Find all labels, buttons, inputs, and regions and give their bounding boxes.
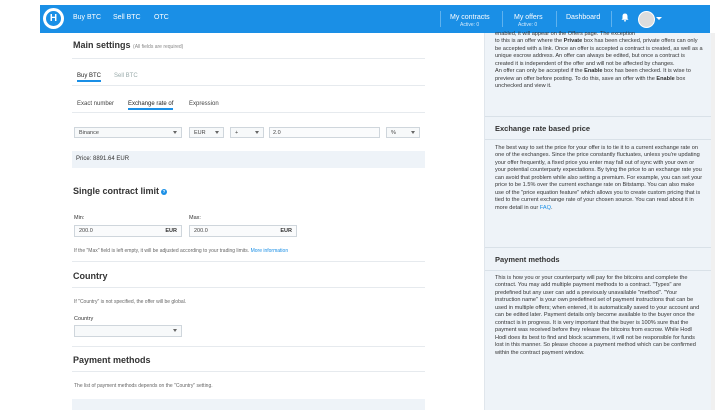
min-currency-suffix: EUR — [165, 228, 177, 234]
offer-form — [40, 33, 480, 410]
payment-methods-title: Payment methods — [73, 355, 151, 365]
help-text: to this is an offer where the Private box has been checked, private offers can only be accepted with a link. Once an offer is accepted a contract is created, as well as a unique escrow address. An offer can always be edited, but once a contract is created it is independent of the offer and will not be affected by changes. — [495, 38, 703, 67]
divider — [72, 371, 425, 372]
price-preview — [72, 151, 425, 168]
chevron-down-icon — [215, 131, 219, 134]
min-amount-input[interactable] — [74, 225, 182, 237]
help-text: The best way to set the price for your offer is to tie it to a current exchange rate on one of the exchanges. Since the price constantly fluctuates, unless you're updating your offer frequently, a fixed price you enter may fall out of sync with your own or your potential counterparty expectations. By tying the price to an exchange rate you can avoid that problem while also setting a premium. For example, you can set your price to be 1.5% over the current exchange rate on Bitstamp. You can also make use of the "price equation feature" which allows you to create custom pricing that is tied to the current exchange rate of your chosen source. You can read about it in more detail in our FAQ. — [495, 145, 703, 211]
bell-icon[interactable] — [621, 13, 629, 22]
chevron-down-icon — [173, 329, 177, 332]
scrollbar[interactable] — [711, 33, 715, 410]
rate-amount-value: 2.0 — [273, 130, 281, 136]
help-text: An offer can only be accepted if the Enable box has been checked. It is wise to preview an offer before posting. To do this, save an offer with the Enable box unchecked and view it. — [495, 68, 691, 90]
divider — [72, 287, 425, 288]
nav-divider — [502, 11, 503, 27]
help-icon[interactable]: ? — [162, 189, 166, 194]
rate-amount-input[interactable] — [269, 127, 380, 138]
unit-value: % — [391, 130, 396, 136]
country-note: If "Country" is not specified, the offer will be global. — [74, 299, 187, 305]
max-currency-suffix: EUR — [280, 228, 292, 234]
help-sidebar — [484, 33, 711, 410]
payment-methods-help-title: Payment methods — [495, 255, 560, 264]
exchange-rate-help-title: Exchange rate based price — [495, 124, 591, 133]
operator-value: + — [235, 130, 239, 136]
nav-sell-btc[interactable]: Sell BTC — [113, 14, 141, 21]
divider — [72, 346, 425, 347]
help-text: enabled, it will appear on the Offers page. The exception — [495, 31, 636, 37]
chevron-down-icon — [173, 131, 177, 134]
nav-buy-btc[interactable]: Buy BTC — [73, 14, 102, 21]
divider — [485, 270, 711, 271]
chevron-down-icon — [411, 131, 415, 134]
exchange-select[interactable] — [74, 127, 182, 138]
tab-expression[interactable]: Expression — [189, 101, 219, 107]
offer-visibility-help — [495, 31, 703, 91]
nav-divider — [440, 11, 441, 27]
unit-select[interactable] — [386, 127, 420, 138]
limit-note: If the "Max" field is left empty, it will be adjusted according to your trading limits. More information — [74, 248, 289, 254]
operator-select[interactable] — [230, 127, 264, 138]
tab-sell-btc[interactable]: Sell BTC — [114, 73, 138, 79]
nav-my-offers[interactable]: My offers — [514, 14, 543, 21]
country-select[interactable] — [74, 325, 182, 337]
chevron-down-icon[interactable] — [656, 17, 662, 20]
max-amount-input[interactable] — [189, 225, 297, 237]
payment-methods-panel — [72, 399, 425, 410]
main-settings-title: Main settings (All fields are required) — [73, 40, 184, 50]
divider — [72, 85, 425, 86]
user-avatar[interactable] — [638, 11, 655, 28]
offers-active-count: Active: 0 — [518, 22, 538, 28]
single-contract-limit-title: Single contract limit ? — [73, 186, 166, 196]
chevron-down-icon — [255, 131, 259, 134]
payment-note: The list of payment methods depends on the "Country" setting. — [74, 383, 213, 389]
required-hint: (All fields are required) — [133, 44, 184, 50]
divider — [485, 116, 711, 117]
faq-link[interactable]: FAQ — [539, 204, 551, 211]
nav-divider — [556, 11, 557, 27]
top-navbar — [40, 5, 710, 33]
min-label: Min: — [74, 215, 85, 221]
max-amount-value: 200.0 — [194, 228, 208, 234]
hodlhodl-logo[interactable] — [43, 8, 64, 29]
divider — [72, 261, 425, 262]
divider — [485, 139, 711, 140]
more-information-link[interactable]: More information — [250, 248, 289, 254]
exchange-rate-help — [495, 145, 703, 212]
price-text: Price: 8891.64 EUR — [76, 156, 130, 162]
tab-buy-btc[interactable]: Buy BTC — [77, 73, 101, 82]
divider — [72, 112, 425, 113]
country-label: Country — [74, 316, 94, 322]
nav-my-contracts[interactable]: My contracts — [450, 14, 490, 21]
contracts-active-count: Active: 0 — [460, 22, 480, 28]
max-label: Max: — [189, 215, 201, 221]
nav-divider — [611, 11, 612, 27]
currency-value: EUR — [194, 130, 206, 136]
nav-otc[interactable]: OTC — [154, 14, 169, 21]
exchange-value: Binance — [79, 130, 99, 136]
tab-exact-number[interactable]: Exact number — [77, 101, 115, 107]
nav-dashboard[interactable]: Dashboard — [566, 14, 601, 21]
country-title: Country — [73, 271, 108, 281]
currency-select[interactable] — [189, 127, 224, 138]
tab-exchange-rate[interactable]: Exchange rate of — [128, 101, 173, 110]
min-amount-value: 200.0 — [79, 228, 93, 234]
help-text: This is how you or your counterparty will pay for the bitcoins and complete the contract. You may add multiple payment methods to a contract. "Types" are predefined but any user can add a previously unavailable "method". "Your instruction name" is your own predefined set of payment instructions that can be used in multiple offers; when entered, it is automatically saved to your account and can be edited later. Payment details only become available to the buyer once the contract is in progress. It is very important that the buyer is 100% sure that the payment was received before they release the bitcoins from escrow. While Hodl Hodl does its best to find and block scammers, it will not be responsible for funds lost in this manner. So please choose a payment method which can be confirmed within the contract payment window. — [495, 275, 700, 356]
logo-letter: H — [46, 11, 61, 26]
divider — [485, 247, 711, 248]
payment-methods-help — [495, 275, 703, 357]
divider — [72, 58, 425, 59]
